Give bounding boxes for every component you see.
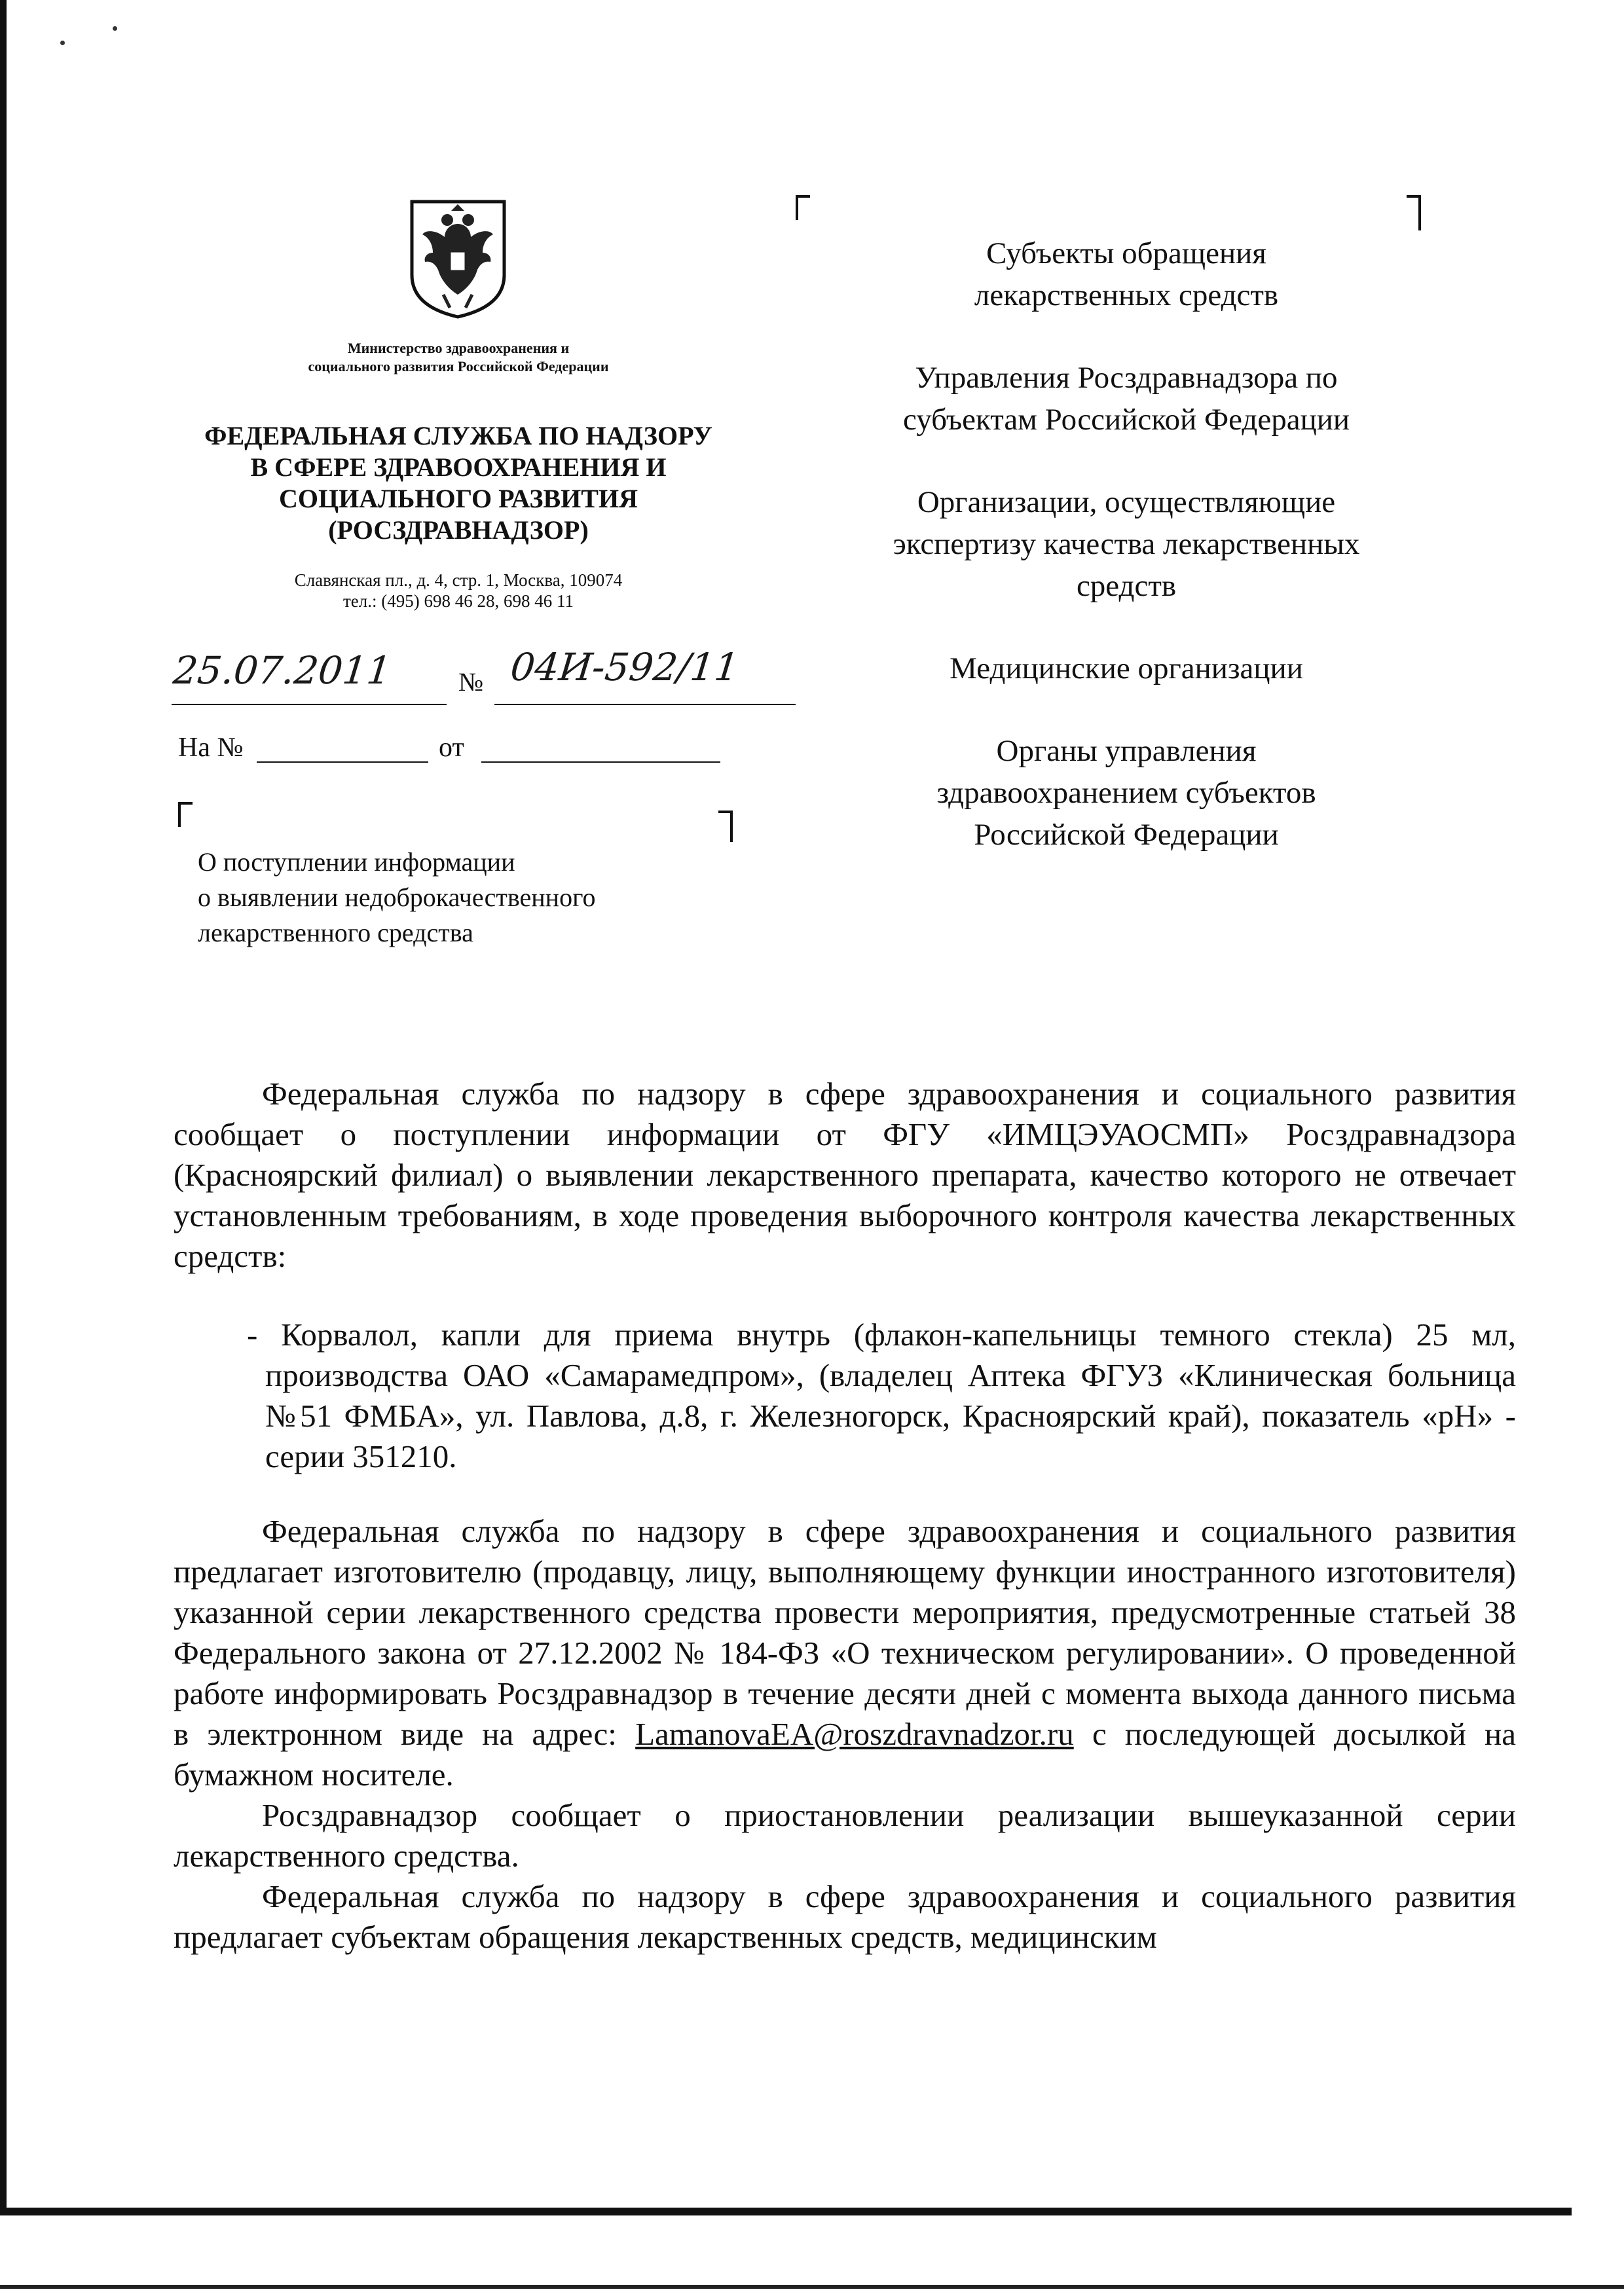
defective-product-item: - Корвалол, капли для приема внутрь (флакон-капельницы темного стекла) 25 мл, производства ОАО «Самарамедпром», (владелец Аптека ФГУЗ «Клиническая больница №51 ФМБА», ул. Павлова, д.8, г. Железногорск, Красноярский край), показатель «рН» - серии 351210. xyxy=(247,1317,1516,1474)
recipient-line: экспертизу качества лекарственных xyxy=(893,527,1360,561)
recipient xyxy=(812,232,1441,316)
russian-coat-of-arms-icon xyxy=(404,196,512,321)
service-line: ФЕДЕРАЛЬНАЯ СЛУЖБА ПО НАДЗОРУ xyxy=(204,421,712,450)
phone-line: тел.: (495) 698 46 28, 698 46 11 xyxy=(343,591,574,611)
recipient xyxy=(812,730,1441,856)
date-underline xyxy=(172,704,447,705)
corner-bracket xyxy=(178,802,193,827)
reply-date-label: от xyxy=(439,733,464,763)
body-paragraph: Федеральная служба по надзору в сфере здравоохранения и социального развития предлагает субъектам обращения лекарственных средств, медицинским xyxy=(174,1878,1516,1955)
body-paragraph: Федеральная служба по надзору в сфере здравоохранения и социального развития сообщает о поступлении информации от ФГУ «ИМЦЭУАОСМП» Росздравнадзора (Красноярский филиал) о выявлении лекарственного препарата, качество которого не отвечает установленным требованиям, в ходе проведения выборочного контроля качества лекарственных средств: xyxy=(174,1076,1516,1274)
recipient-line: лекарственных средств xyxy=(974,278,1279,312)
scan-speck xyxy=(60,41,65,45)
letter-subject xyxy=(198,845,596,951)
recipient xyxy=(812,357,1441,441)
body-text: с последующей досылкой на бумажном носителе. xyxy=(174,1716,1517,1793)
corner-bracket xyxy=(796,195,810,220)
body-text: Федеральная служба по надзору в сфере здравоохранения и социального развития предлагает изготовителю (продавцу, лицу, выполняющему функции иностранного изготовителя) указанной серии лекарственного средства провести мероприятия, предусмотренные статьей 38 Федерального закона от 27.12.2002 № 184-ФЗ «О техническом регулировании». О проведенной работе информировать Росздравнадзор в течение десяти дней с момента выхода данного письма в электронном виде на адрес: xyxy=(174,1513,1516,1752)
reply-date-line xyxy=(481,761,720,763)
corner-bracket xyxy=(1407,195,1421,230)
body-paragraph xyxy=(174,1511,1516,1795)
scan-speck xyxy=(113,26,117,31)
recipient-line: Управления Росздравнадзора по xyxy=(915,361,1338,395)
ministry-name xyxy=(223,339,694,376)
email-link[interactable]: LamanovaEA@roszdravnadzor.ru xyxy=(635,1716,1074,1752)
service-line: В СФЕРЕ ЗДРАВООХРАНЕНИЯ И xyxy=(250,452,667,482)
reply-number-label: На № xyxy=(178,733,244,763)
recipient-line: Российской Федерации xyxy=(974,818,1279,852)
subject-line: лекарственного средства xyxy=(198,918,473,947)
body-paragraph: Росздравнадзор сообщает о приостановлении реализации вышеуказанной серии лекарственного средства. xyxy=(174,1797,1516,1874)
reply-number-line xyxy=(257,761,428,763)
ministry-line: социального развития Российской Федерации xyxy=(308,358,609,374)
number-sign: № xyxy=(458,667,484,697)
number-underline xyxy=(494,704,796,705)
recipient-line: здравоохранением субъектов xyxy=(936,776,1316,810)
scan-bottom-edge xyxy=(0,2208,1572,2215)
registration-date: 25.07.2011 xyxy=(171,648,394,693)
scan-bottom-edge-outer xyxy=(0,2285,1624,2289)
recipients-block xyxy=(812,232,1441,896)
recipient-line: Медицинские организации xyxy=(950,651,1303,685)
recipient-line: Организации, осуществляющие xyxy=(917,485,1336,519)
registration-number: 04И-592/11 xyxy=(508,645,741,689)
corner-bracket xyxy=(718,811,733,842)
recipient-line: Субъекты обращения xyxy=(986,236,1266,270)
scan-left-edge xyxy=(0,0,7,2213)
service-address xyxy=(196,570,720,611)
subject-line: о выявлении недоброкачественного xyxy=(198,883,596,912)
recipient-line: Органы управления xyxy=(996,734,1257,768)
service-line: (РОСЗДРАВНАДЗОР) xyxy=(328,515,589,545)
service-line: СОЦИАЛЬНОГО РАЗВИТИЯ xyxy=(279,484,638,513)
recipient-line: субъектам Российской Федерации xyxy=(902,403,1350,437)
service-name xyxy=(157,420,760,546)
letter-body xyxy=(174,1074,1516,1958)
recipient-line: средств xyxy=(1076,569,1177,603)
address-line: Славянская пл., д. 4, стр. 1, Москва, 109074 xyxy=(294,570,623,590)
subject-line: О поступлении информации xyxy=(198,847,515,877)
ministry-line: Министерство здравоохранения и xyxy=(347,340,570,356)
recipient xyxy=(812,647,1441,689)
recipient xyxy=(812,481,1441,607)
